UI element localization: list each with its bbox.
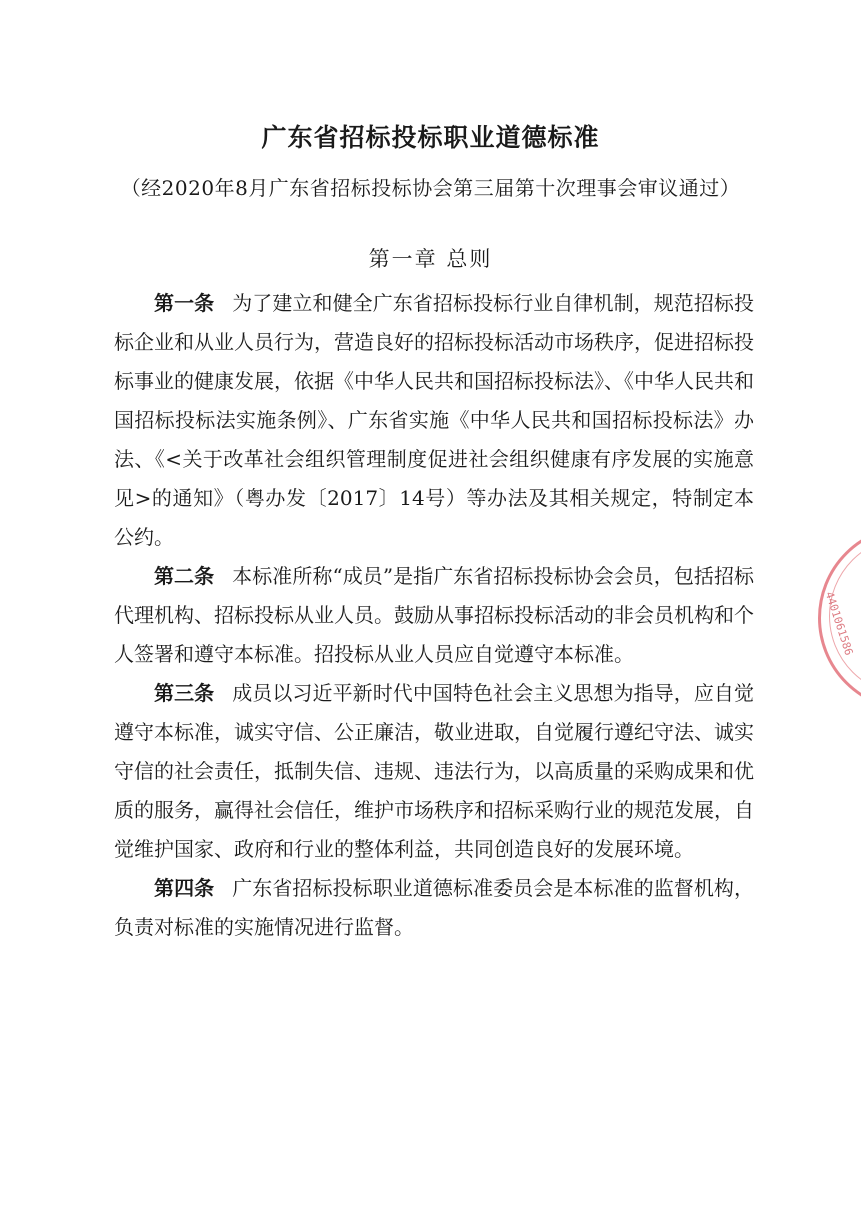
article-3	[114, 674, 754, 869]
article-1	[114, 284, 754, 557]
seal-number: 4401061586	[822, 590, 856, 658]
article-2-text: 本标准所称“成员”是指广东省招标投标协会会员，包括招标代理机构、招标投标从业人员。鼓励从事招标投标活动的非会员机构和个人签署和遵守本标准。招投标从业人员应自觉遵守本标准。	[114, 564, 755, 666]
article-2	[114, 557, 754, 674]
article-4	[114, 869, 754, 947]
article-3-text: 成员以习近平新时代中国特色社会主义思想为指导，应自觉遵守本标准，诚实守信、公正廉洁，敬业进取，自觉履行遵纪守法、诚实守信的社会责任，抵制失信、违规、违法行为，以高质量的采购成果和优质的服务，赢得社会信任，维护市场秩序和招标采购行业的规范发展，自觉维护国家、政府和行业的整体利益，共同创造良好的发展环境。	[114, 681, 755, 861]
article-4-text: 广东省招标投标职业道德标准委员会是本标准的监督机构，负责对标准的实施情况进行监督。	[114, 876, 755, 939]
document-body	[114, 284, 754, 947]
article-1-text: 为了建立和健全广东省招标投标行业自律机制，规范招标投标企业和从业人员行为，营造良好的招标投标活动市场秩序，促进招标投标事业的健康发展，依据《中华人民共和国招标投标法》、《中华人民共和国招标投标法实施条例》、广东省实施《中华人民共和国招标投标法》办法、《<关于改革社会组织管理制度促进社会组织健康有序发展的实施意见>的通知》（粤办发〔2017〕14号）等办法及其相关规定，特制定本公约。	[114, 291, 755, 549]
article-1-label: 第一条	[154, 291, 215, 315]
document-title: 广东省招标投标职业道德标准	[261, 123, 600, 152]
article-4-label: 第四条	[154, 876, 215, 900]
article-3-label: 第三条	[154, 681, 215, 705]
chapter-heading: 第一章 总则	[368, 247, 493, 271]
official-seal-stamp	[818, 525, 861, 711]
document-subtitle: （经2020年8月广东省招标投标协会第三届第十次理事会审议通过）	[120, 176, 741, 200]
article-2-label: 第二条	[154, 564, 215, 588]
